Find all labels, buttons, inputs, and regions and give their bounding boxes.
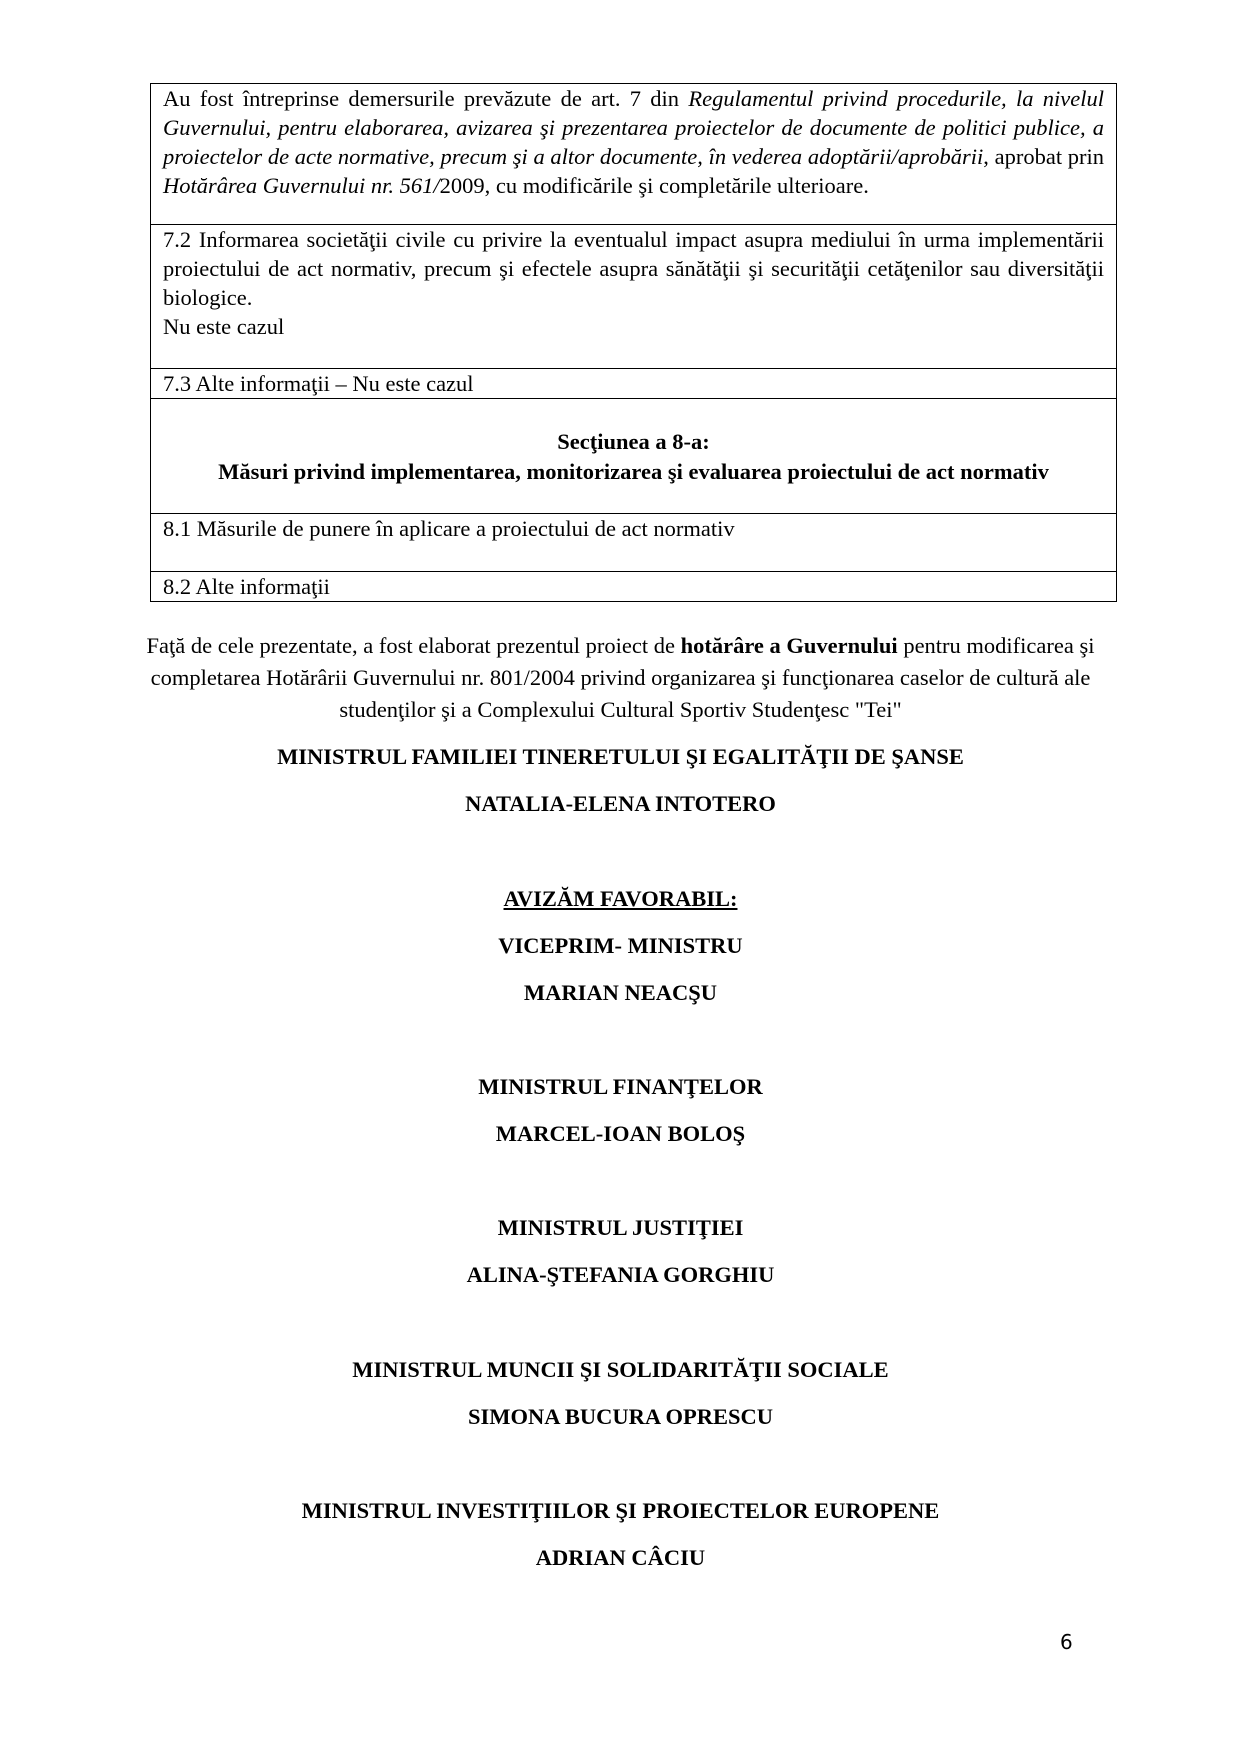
conclusion-text: pentru modificarea şi completarea Hotărârii Guvernului nr. 801/2004 privind organizarea şi funcţionarea caselor de cultură ale studenţilor şi a Complexului Cultural Sportiv Studenţesc "Tei": [150, 633, 1095, 722]
table-row: [151, 225, 1117, 369]
table-row: [151, 514, 1117, 572]
section-subtitle: Măsuri privind implementarea, monitorizarea şi evaluarea proiectului de act normativ: [218, 459, 1049, 484]
consultation-cell: [151, 84, 1117, 225]
info-table: [150, 83, 1117, 602]
vice-pm-title: VICEPRIM- MINISTRU: [498, 933, 743, 958]
civil-society-status: Nu este cazul: [163, 314, 285, 339]
minister-title: MINISTRUL FAMILIEI TINERETULUI ŞI EGALITĂŢII DE ŞANSE: [277, 744, 964, 769]
investments-minister-title: MINISTRUL INVESTIŢIILOR ŞI PROIECTELOR EUROPENE: [301, 1498, 940, 1523]
other-info-7-3: 7.3 Alte informaţii – Nu este cazul: [151, 369, 1117, 399]
civil-society-text: 7.2 Informarea societăţii civile cu privire la eventualul impact asupra mediului în urma implementării proiectului de act normativ, precum şi efectele asupra sănătăţii şi securităţii cetăţenilor sau diversităţii biologice.: [163, 227, 1104, 310]
page-number: 6: [1060, 1630, 1073, 1654]
regulation-text: , aprobat prin: [983, 144, 1105, 169]
government-decision-ref: Hotărârea Guvernului nr. 561/: [163, 173, 440, 198]
finance-minister-name: MARCEL-IOAN BOLOŞ: [495, 1121, 746, 1146]
finance-minister-title: MINISTRUL FINANŢELOR: [478, 1074, 763, 1099]
labour-minister-title: MINISTRUL MUNCII ŞI SOLIDARITĂŢII SOCIALE: [352, 1357, 889, 1382]
table-row: [151, 84, 1117, 225]
conclusion-paragraph: [120, 630, 1121, 726]
conclusion-text: Faţă de cele prezentate, a fost elaborat prezentul proiect de: [146, 633, 681, 658]
justice-minister-name: ALINA-ŞTEFANIA GORGHIU: [466, 1262, 775, 1287]
regulation-text: Au fost întreprinse demersurile prevăzute de art. 7 din: [163, 86, 689, 111]
table-row: [151, 572, 1117, 602]
other-info-8-2: 8.2 Alte informaţii: [151, 572, 1117, 602]
section-title: Secţiunea a 8-a:: [557, 429, 710, 454]
investments-minister-name: ADRIAN CÂCIU: [535, 1545, 706, 1570]
conclusion-bold: hotărâre a Guvernului: [680, 633, 898, 658]
table-row: [151, 399, 1117, 514]
minister-name: NATALIA-ELENA INTOTERO: [465, 791, 776, 816]
justice-minister-title: MINISTRUL JUSTIŢIEI: [497, 1215, 744, 1240]
labour-minister-name: SIMONA BUCURA OPRESCU: [467, 1404, 774, 1429]
approval-heading: [0, 884, 1241, 914]
vice-pm-name: MARIAN NEACŞU: [523, 980, 718, 1005]
civil-society-cell: [151, 225, 1117, 369]
implementation-measures: 8.1 Măsurile de punere în aplicare a proiectului de act normativ: [151, 514, 1117, 572]
table-row: [151, 369, 1117, 399]
regulation-text: 2009, cu modificările şi completările ulterioare.: [439, 173, 869, 198]
section-8-heading: [151, 399, 1117, 514]
approval-label: AVIZĂM FAVORABIL:: [503, 886, 738, 911]
regulation-title: Regulamentul privind procedurile, la nivelul Guvernului, pentru elaborarea, avizarea şi prezentarea proiectelor de documente de politici publice, a proiectelor de acte normative, precum şi a altor documente, în vederea adoptării/aprobării: [163, 86, 1104, 169]
